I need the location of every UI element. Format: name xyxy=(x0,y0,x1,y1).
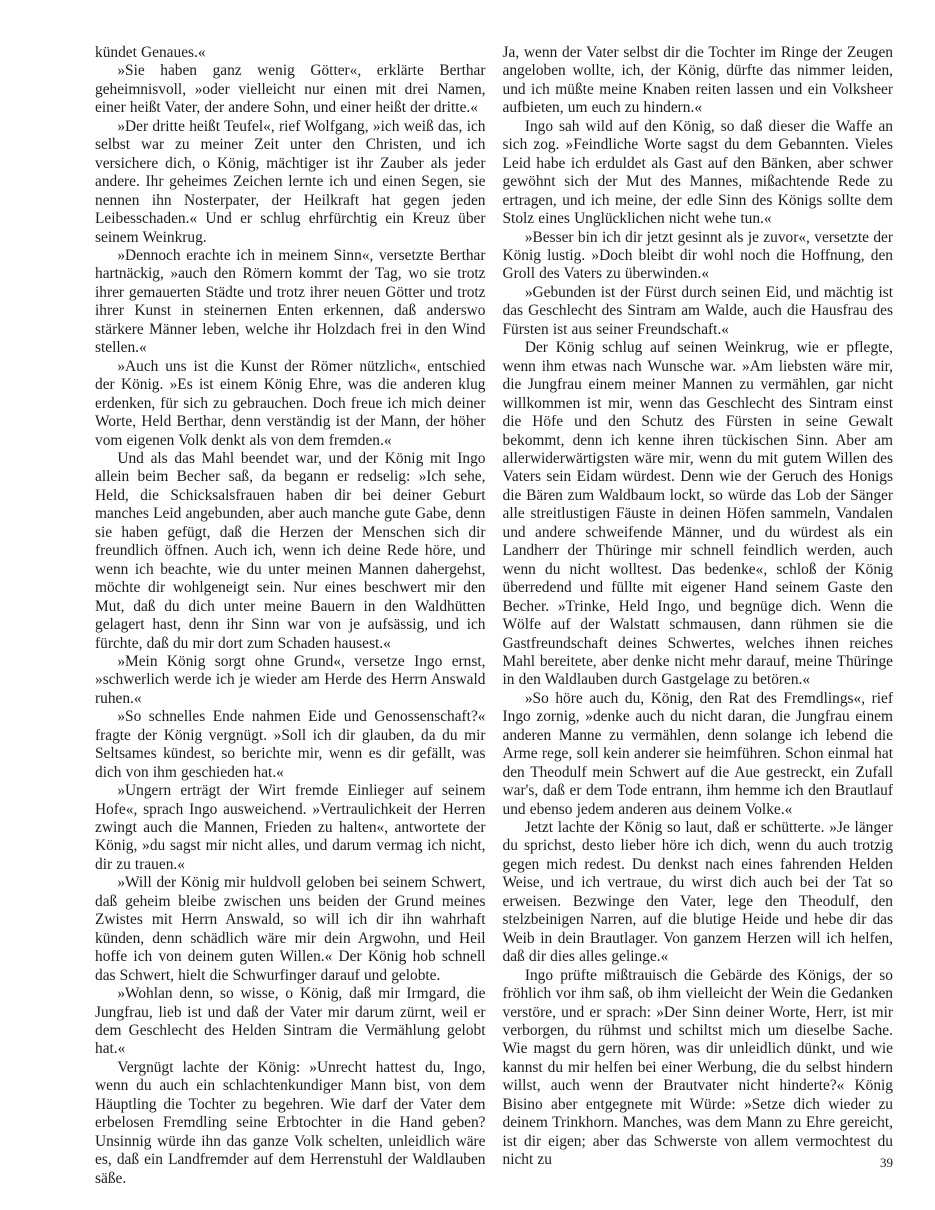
text-block xyxy=(95,44,893,1188)
paragraph: »Gebunden ist der Fürst durch seinen Eid, und mächtig ist das Geschlecht des Sintram am Walde, auch die Hausfrau des Fürsten ist aus seiner Freundschaft.« xyxy=(502,283,893,338)
paragraph: Ja, wenn der Vater selbst dir die Tochter im Ringe der Zeugen angeloben wollte, ich, der König, dürfte das nimmer leiden, und ich müßte meine Knaben reiten lassen und ein Volksheer aufbieten, um euch zu hindern.« xyxy=(502,44,893,117)
paragraph: »So schnelles Ende nahmen Eide und Genossenschaft?« fragte der König vergnügt. »Soll ich dir glauben, da du mir Seltsames kündest, so berichte mir, wenn es dir gefällt, was dich von ihm geschieden hat.« xyxy=(95,708,486,781)
paragraph: »Ungern erträgt der Wirt fremde Einlieger auf seinem Hofe«, sprach Ingo ausweichend. »Vertraulichkeit der Herren zwingt auch die Mannen, Frieden zu halten«, antwortete der König, »du sagst mir nicht alles, und darum vermag ich nicht, dir zu trauen.« xyxy=(95,782,486,873)
text-column-left xyxy=(95,44,486,1188)
page-number: 39 xyxy=(880,1155,893,1170)
paragraph: »Der dritte heißt Teufel«, rief Wolfgang, »ich weiß das, ich selbst war zu meiner Zeit unter den Christen, und ich versichere dich, o König, mächtiger ist ihr Zauber als jeder andere. Ihr geheimes Zeichen lernte ich und einen Segen, sie nennen ihn Nosterpater, der Heilkraft hat gegen jeden Leibesschaden.« Und er schlug ehrfürchtig ein Kreuz über seinem Weinkrug. xyxy=(95,117,486,246)
paragraph: Vergnügt lachte der König: »Unrecht hattest du, Ingo, wenn du auch ein schlachtenkundiger Mann bist, von dem Häuptling die Tochter zu begehren. Wie darf der Vater dem erbelosen Fremdling seine Erbtochter in die Hand geben? Unsinnig würde ihn das ganze Volk schelten, unleidlich wäre es, daß ein Landfremder auf dem Herrenstuhl der Waldlauben säße. xyxy=(95,1058,486,1187)
paragraph: »So höre auch du, König, den Rat des Fremdlings«, rief Ingo zornig, »denke auch du nicht daran, die Jungfrau einem anderen Manne zu vermählen, denn solange ich lebend die Arme rege, soll kein anderer sie heimführen. Schon einmal hat den Theodulf mein Schwert auf die Aue gestreckt, ein Zufall war's, daß er dem Tode entrann, ihm hemme ich den Brautlauf und ebenso jedem anderen aus deinem Volke.« xyxy=(502,689,893,818)
paragraph: »Dennoch erachte ich in meinem Sinn«, versetzte Berthar hartnäckig, »auch den Römern kommt der Tag, wo sie trotz ihrer gemauerten Städte und trotz ihrer neuen Götter und trotz ihrer Kunst in steinernen Enten erkennen, daß anderswo stärkere Männer leben, welche ihr Holzdach frei in den Wind stellen.« xyxy=(95,246,486,357)
paragraph: »Wohlan denn, so wisse, o König, daß mir Irmgard, die Jungfrau, lieb ist und daß der Vater mir darum zürnt, weil er dem Geschlecht des Helden Sintram die Vermählung gelobt hat.« xyxy=(95,985,486,1058)
paragraph: »Auch uns ist die Kunst der Römer nützlich«, entschied der König. »Es ist einem König Ehre, was die anderen klug erdenken, für sich zu gebrauchen. Doch freue ich mich deiner Worte, Held Berthar, denn verständig ist der Mann, der höher vom eigenen Volk denkt als von dem fremden.« xyxy=(95,357,486,449)
paragraph: Ingo prüfte mißtrauisch die Gebärde des Königs, der so fröhlich vor ihm saß, ob ihm vielleicht der Wein die Gedanken verstöre, und er sprach: »Der Sinn deiner Worte, Herr, ist mir verborgen, du rühmst und schiltst mich um dieselbe Sache. Wie magst du gern hören, was dir unleidlich dünkt, und wie kannst du mir helfen bei einer Werbung, die du selbst hindern willst, auch wenn der Brautvater nicht hinderte?« König Bisino aber entgegnete mit Würde: »Setze dich wieder zu deinem Trinkhorn. Manches, was dem Mann zu Ehre gereicht, ist dir eigen; aber das Schwerste von allem vermochtest du nicht zu xyxy=(502,966,893,1169)
paragraph: »Sie haben ganz wenig Götter«, erklärte Berthar geheimnisvoll, »oder vielleicht nur einen mit drei Namen, einer heißt Vater, der andere Sohn, und einer heißt der dritte.« xyxy=(95,62,486,117)
paragraph: Jetzt lachte der König so laut, daß er schütterte. »Je länger du sprichst, desto lieber höre ich dich, wenn du auch trotzig gegen mich redest. Du denkst nach eines fahrenden Helden Weise, und ich vertraue, du wirst dich auch bei der Tat so erweisen. Bezwinge den Vater, lege den Theodulf, den stelzbeinigen Narren, auf die blutige Heide und hebe dir das Weib in dein Brautlager. Von ganzem Herzen will ich helfen, daß dir dies alles gelinge.« xyxy=(502,819,893,966)
paragraph: »Will der König mir huldvoll geloben bei seinem Schwert, daß geheim bleibe zwischen uns beiden der Grund meines Zwistes mit Herrn Answald, so will ich dir ihn wahrhaft künden, denn schädlich wäre mir dein Argwohn, und Heil hoffe ich von deinem guten Willen.« Der König hob schnell das Schwert, hielt die Schwurfinger darauf und gelobte. xyxy=(95,874,486,984)
paragraph: Und als das Mahl beendet war, und der König mit Ingo allein beim Becher saß, da begann er redselig: »Ich sehe, Held, die Schicksalsfrauen haben dir bei deiner Geburt manches Leid angebunden, aber auch manche gute Gabe, denn sie haben gefügt, daß die Herzen der Menschen sich dir freundlich öffnen. Auch ich, wenn ich deine Rede höre, und wenn ich beachte, wie du unter meinen Mannen dahergehst, möchte dir wohlgeneigt sein. Nur eines beschwert mir den Mut, daß du dich unter meine Bauern in den Waldhütten gelagert hast, denn ihr Sinn war von je aufsässig, und ich fürchte, daß du mir dort zum Schaden hausest.« xyxy=(95,449,486,652)
paragraph: Ingo sah wild auf den König, so daß dieser die Waffe an sich zog. »Feindliche Worte sagst du dem Gebannten. Vieles Leid habe ich erduldet als Gast auf den Bänken, aber schwer gewöhnt sich der Mut des Mannes, mißachtende Rede zu ertragen, und ich meine, der edle Sinn des Königs sollte dem Stolz eines Unglücklichen nicht wehe tun.« xyxy=(502,117,893,228)
paragraph: kündet Genaues.« xyxy=(95,44,206,61)
paragraph: »Besser bin ich dir jetzt gesinnt als je zuvor«, versetzte der König lustig. »Doch bleibt dir wohl noch die Hoffnung, den Groll des Vaters zu überwinden.« xyxy=(502,228,893,283)
text-column-right xyxy=(503,44,894,1188)
paragraph: »Mein König sorgt ohne Grund«, versetze Ingo ernst, »schwerlich werde ich je wieder am Herde des Herrn Answald ruhen.« xyxy=(95,652,486,707)
paragraph: Der König schlug auf seinen Weinkrug, wie er pflegte, wenn ihm etwas nach Wunsche war. »Am liebsten wäre mir, die Jungfrau einem meiner Mannen zu vermählen, gar nicht willkommen ist mir, wenn das Geschlecht des Sintram einst die Höfe und den Schutz des Fürsten in seine Gewalt bekommt, denn ich kenne ihren tückischen Sinn. Aber am allerwiderwärtigsten wäre mir, wenn du mit gutem Willen des Vaters sein Eidam würdest. Denn wie der Geruch des Honigs die Bären zum Waldbaum lockt, so würde das Lob der Sänger alle streitlustigen Fäuste in deinen Höfen sammeln, Vandalen und andere schweifende Männer, und du würdest als ein Landherr der Thüringe mir schnell feindlich werden, auch wenn du nicht wolltest. Das bedenke«, schloß der König überredend und füllte mit eigener Hand seinem Gaste den Becher. »Trinke, Held Ingo, und begnüge dich. Wenn die Wölfe auf der Walstatt schmausen, dann rühmen sie die Gastfreundschaft deines Schwertes, welches ihnen reiches Mahl bereitete, aber denke nicht mehr darauf, meine Thüringe in den Waldlauben durch Gastgelage zu betören.« xyxy=(502,339,893,689)
